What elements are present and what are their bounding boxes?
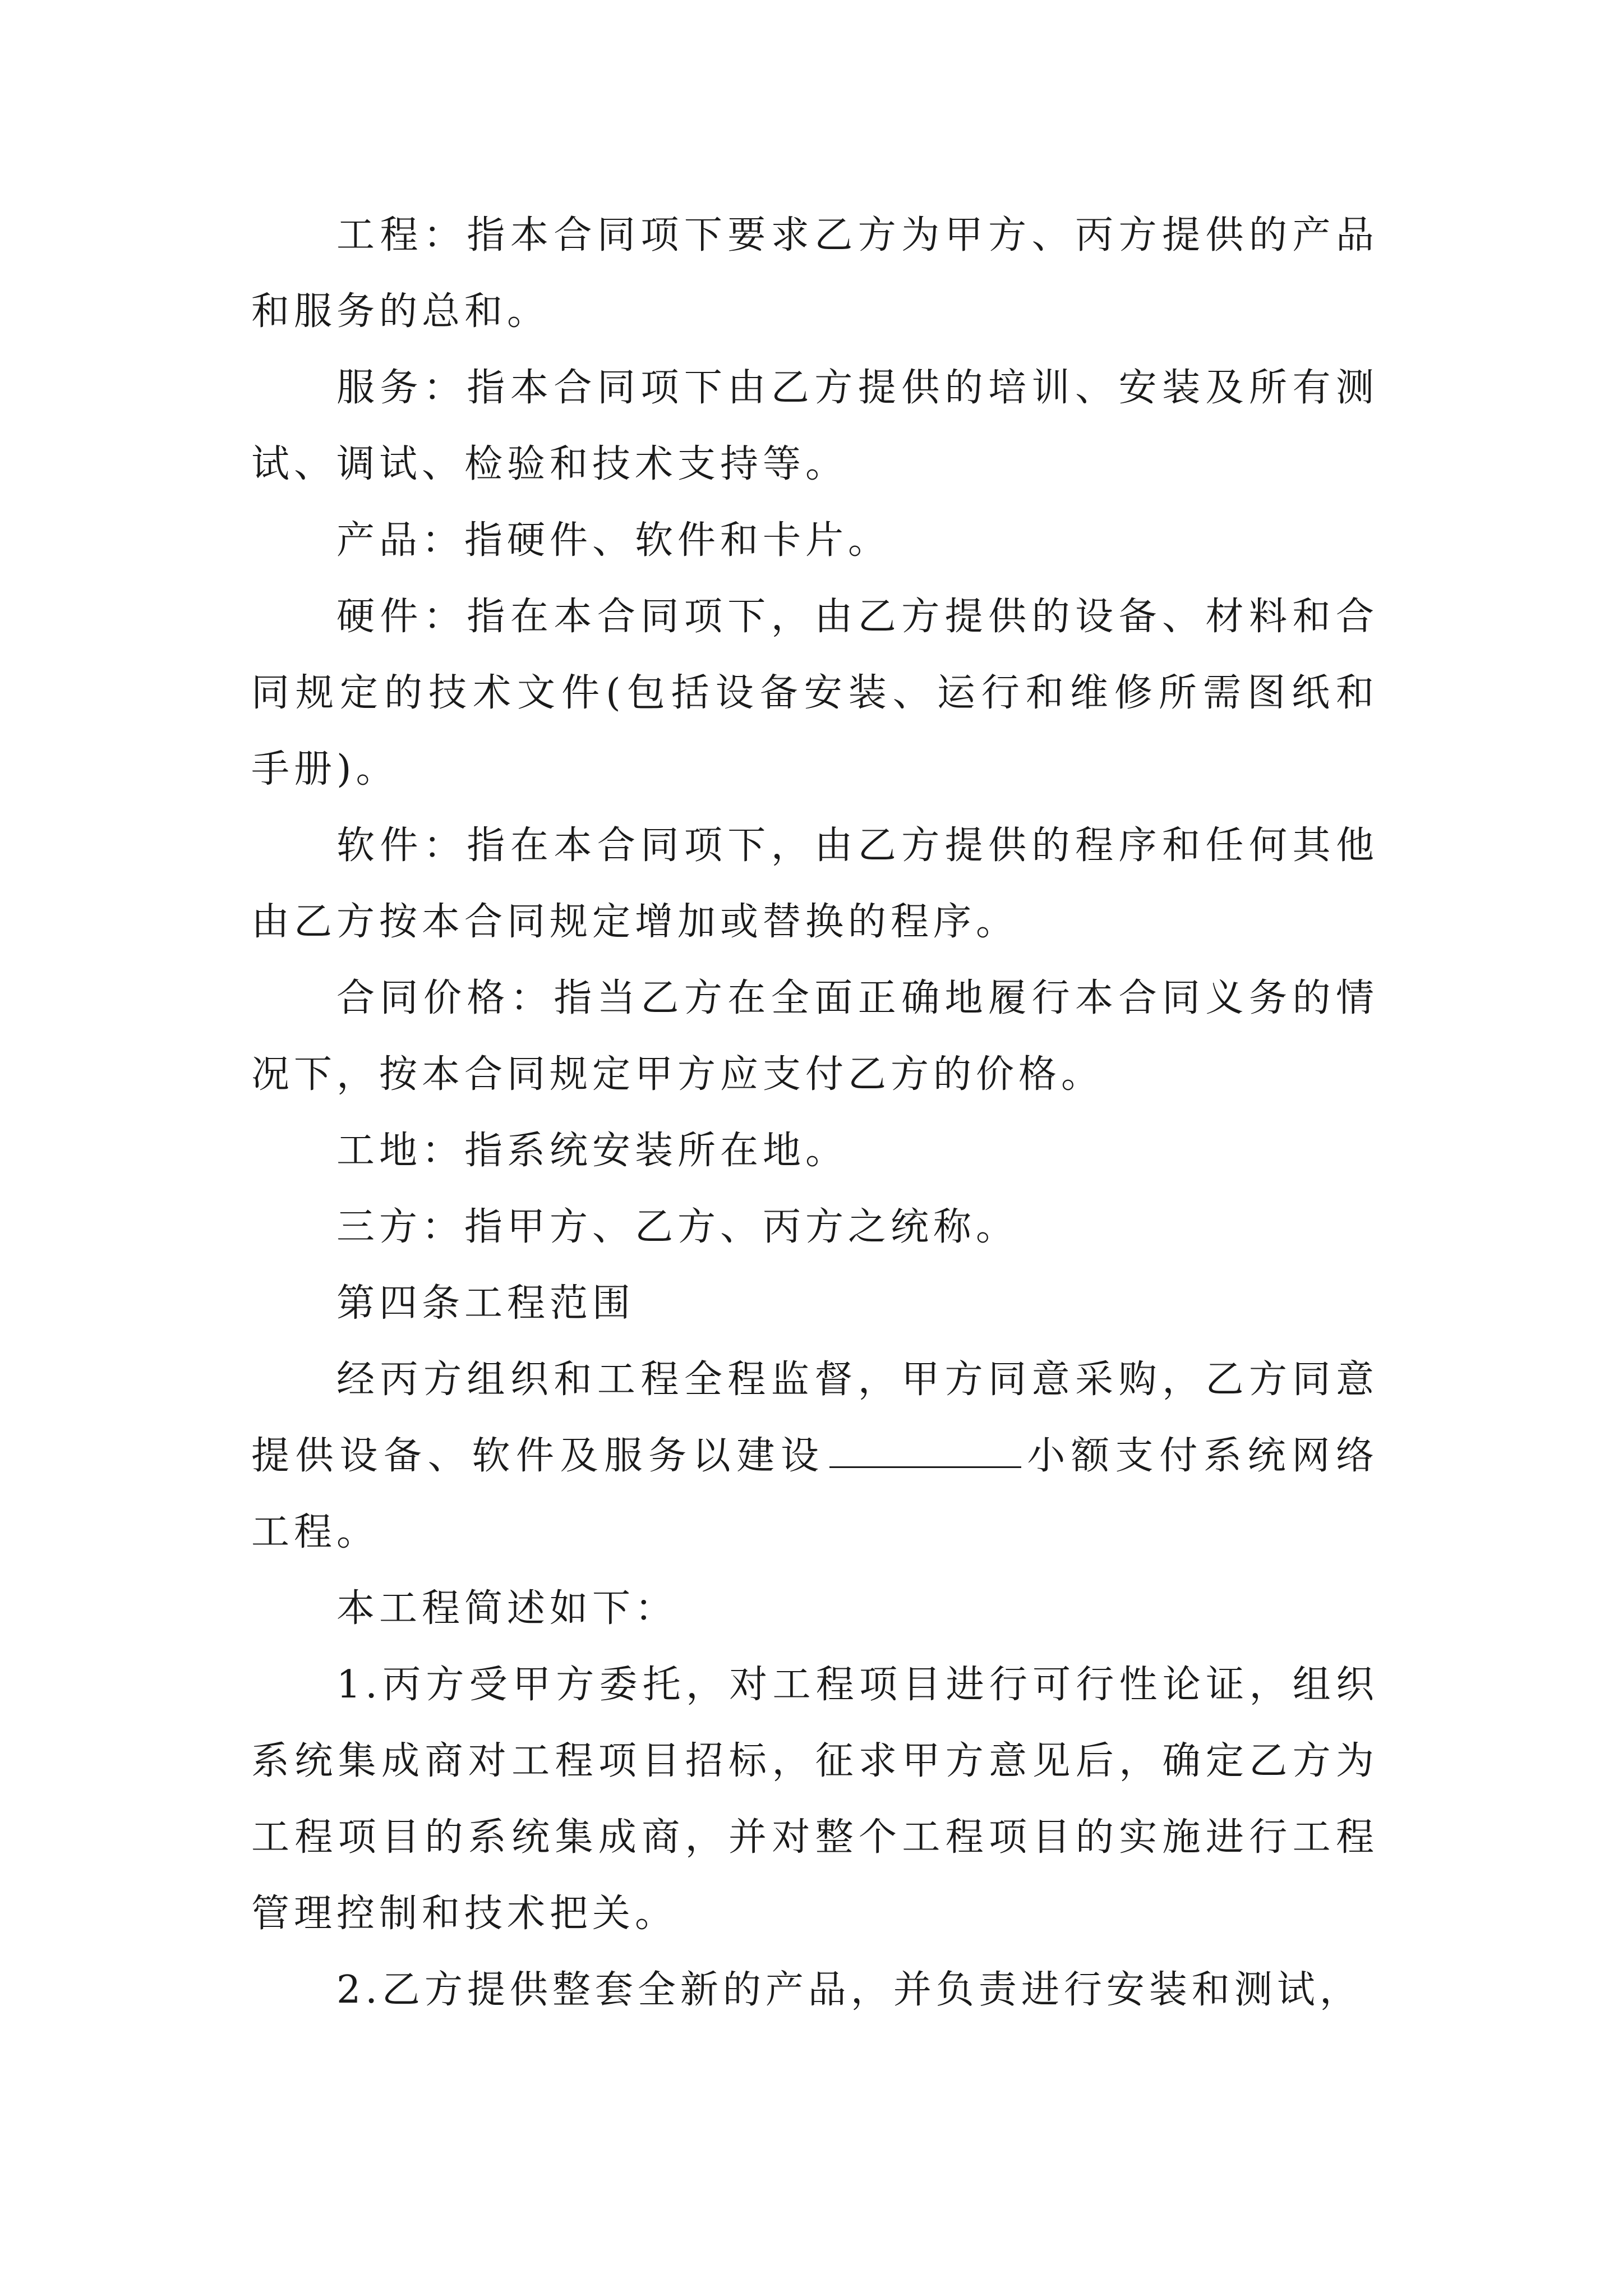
definition-software: 软件：指在本合同项下，由乙方提供的程序和任何其他由乙方按本合同规定增加或替换的程序。 (251, 823, 1378, 944)
article-four-heading: 第四条工程范围 (336, 1281, 635, 1326)
summary-item-2: 2.乙方提供整套全新的产品，并负责进行安装和测试， (336, 1968, 1362, 2012)
project-summary-heading: 本工程简述如下： (336, 1586, 678, 1631)
definition-site: 工地：指系统安装所在地。 (336, 1129, 849, 1173)
scope-text-after: 小额支付系统网络工程。 (251, 1434, 1378, 1554)
scope-paragraph (251, 1342, 1378, 1571)
definition-service: 服务：指本合同项下由乙方提供的培训、安装及所有测试、调试、检验和技术支持等。 (251, 366, 1378, 486)
fill-in-blank (829, 1466, 1021, 1468)
definition-hardware: 硬件：指在本合同项下，由乙方提供的设备、材料和合同规定的技术文件(包括设备安装、运行和维修所需图纸和手册)。 (251, 595, 1378, 792)
document-page (251, 197, 1378, 2028)
definition-three-parties: 三方：指甲方、乙方、丙方之统称。 (336, 1205, 1019, 1249)
scope-text-before: 经丙方组织和工程全程监督，甲方同意采购，乙方同意提供设备、软件及服务以建设 (251, 1358, 1378, 1478)
summary-item-1: 1.丙方受甲方委托，对工程项目进行可行性论证，组织系统集成商对工程项目招标，征求甲方意见后，确定乙方为工程项目的系统集成商，并对整个工程项目的实施进行工程管理控制和技术把关。 (251, 1663, 1378, 1936)
definition-contract-price: 合同价格：指当乙方在全面正确地履行本合同义务的情况下，按本合同规定甲方应支付乙方的价格。 (251, 976, 1378, 1097)
definition-project: 工程：指本合同项下要求乙方为甲方、丙方提供的产品和服务的总和。 (251, 213, 1378, 334)
definition-product: 产品：指硬件、软件和卡片。 (336, 518, 891, 563)
